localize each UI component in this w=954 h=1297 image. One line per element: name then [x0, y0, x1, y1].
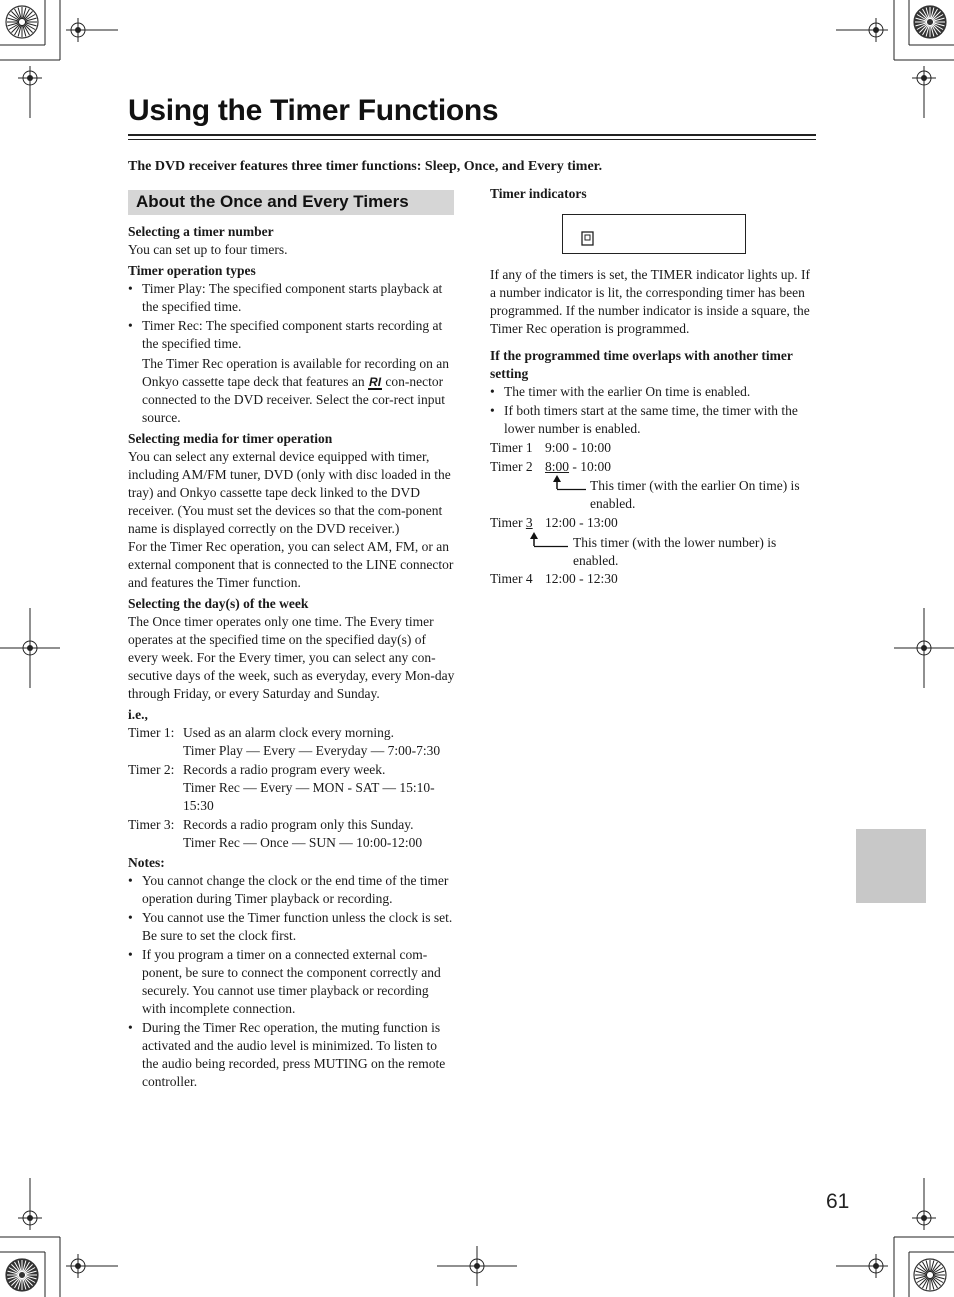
example-label: Timer 1:	[128, 725, 175, 740]
timer-rec-note	[128, 355, 456, 427]
media-text-1: You can select any external device equipped with timer, including AM/FM tuner, DVD (only with disc loaded in the tray) and Onkyo cassette tape deck linked to the DVD receiver. (You must set the devices so that the com-ponent name is displayed correctly on the DVD receiver.)	[128, 449, 451, 536]
ri-logo: RI	[369, 375, 382, 389]
list-item: • You cannot change the clock or the end time of the timer operation during Timer playback or recording.	[128, 872, 456, 908]
timer-3-note	[490, 534, 816, 570]
list-item: • You cannot use the Timer function unless the clock is set. Be sure to set the clock first.	[128, 909, 456, 945]
example-label: Timer 2:	[128, 762, 175, 777]
timer-1-row	[490, 439, 816, 457]
list-item: • The timer with the earlier On time is enabled.	[490, 383, 816, 401]
list-item: • During the Timer Rec operation, the muting function is activated and the audio level is minimized. To listen to the audio being recorded, press MUTING on the remote controller.	[128, 1019, 456, 1091]
operation-types-heading: Timer operation types	[128, 263, 256, 278]
ie-heading: i.e.,	[128, 707, 148, 722]
select-number-heading: Selecting a timer number	[128, 224, 274, 239]
example-detail: Timer Play — Every — Everyday — 7:00-7:30	[183, 743, 441, 758]
example-detail: Timer Rec — Every — MON - SAT — 15:10-15:30	[183, 780, 435, 813]
timer-time: 12:00 - 12:30	[545, 571, 618, 586]
example-desc: Records a radio program only this Sunday.	[183, 817, 414, 832]
timer-label: Timer 2	[490, 459, 533, 474]
side-tab	[856, 829, 926, 903]
days-heading: Selecting the day(s) of the week	[128, 596, 309, 611]
media-text-2: For the Timer Rec operation, you can select AM, FM, or an external component that is connected to the LINE connector and features the Timer function.	[128, 539, 454, 590]
timer-time: 9:00 - 10:00	[545, 440, 611, 455]
list-item: • If you program a timer on a connected external com-ponent, be sure to connect the component correctly and securely. You cannot use timer playback or recording with incomplete connection.	[128, 946, 456, 1018]
timer-4-row	[490, 570, 816, 588]
indicators-heading: Timer indicators	[490, 186, 587, 201]
section-title: About the Once and Every Timers	[136, 192, 409, 211]
days-text: The Once timer operates only one time. The Every timer operates at the specified time on the specified day(s) of every week. For the Every timer, you can select any con-secutive days of the week, such as everyday, every Mon-day through Friday, or every Saturday and Sunday.	[128, 614, 455, 701]
title-rule-thin	[128, 139, 816, 140]
timer-end: - 10:00	[569, 459, 612, 474]
list-item: • Timer Play: The specified component starts playback at the specified time.	[128, 280, 456, 316]
right-column	[490, 266, 816, 588]
example-desc: Used as an alarm clock every morning.	[183, 725, 395, 740]
timer-label-text: Timer	[490, 515, 526, 530]
page-title: Using the Timer Functions	[128, 94, 499, 127]
timer-2-note	[490, 477, 816, 513]
example-desc: Records a radio program every week.	[183, 762, 386, 777]
example-label: Timer 3:	[128, 817, 175, 832]
timer-3-note-text: This timer (with the lower number) is enabled.	[573, 535, 777, 568]
timer-3-row	[490, 514, 816, 532]
example-list	[128, 724, 456, 852]
timer-2-note-text: This timer (with the earlier On time) is enabled.	[590, 478, 800, 511]
timer-2-row	[490, 458, 816, 476]
intro-text: The DVD receiver features three timer functions: Sleep, Once, and Every timer.	[128, 159, 603, 174]
operation-types-list	[128, 280, 456, 353]
left-column	[128, 223, 456, 1091]
section-banner	[128, 190, 454, 215]
example-item	[128, 761, 456, 815]
select-number-text: You can set up to four timers.	[128, 242, 288, 257]
notes-list	[128, 872, 456, 1091]
list-item: • Timer Rec: The specified component starts recording at the specified time.	[128, 317, 456, 353]
title-rule	[128, 134, 816, 136]
timer-label: Timer 4	[490, 571, 533, 586]
timer-indicator-icon	[579, 229, 599, 249]
example-item	[128, 816, 456, 852]
media-heading: Selecting media for timer operation	[128, 431, 333, 446]
timer-label: Timer 1	[490, 440, 533, 455]
list-item: • If both timers start at the same time, the timer with the lower number is enabled.	[490, 402, 816, 438]
arrow-up-icon	[552, 475, 588, 491]
indicators-text: If any of the timers is set, the TIMER indicator lights up. If a number indicator is lit, the corresponding timer has been programmed. If the number indicator is inside a square, the Timer Rec operation is programmed.	[490, 267, 810, 336]
arrow-up-icon	[528, 532, 568, 548]
timer-indicator-display	[562, 214, 746, 254]
timer-number-underlined: 3	[525, 515, 533, 530]
notes-heading: Notes:	[128, 855, 165, 870]
timer-rec-note-b: con-nector connected to the DVD receiver. Select the cor-rect input source.	[142, 374, 445, 425]
timer-rec-note-a: The Timer Rec operation is available for recording on an Onkyo cassette tape deck that features an	[142, 356, 450, 389]
timer-time: 12:00 - 13:00	[545, 515, 618, 530]
timer-start-underlined: 8:00	[545, 459, 570, 474]
overlap-heading: If the programmed time overlaps with another timer setting	[490, 348, 793, 381]
example-item	[128, 724, 456, 760]
overlap-list	[490, 383, 816, 438]
timer-label	[490, 514, 545, 532]
example-detail: Timer Rec — Once — SUN — 10:00-12:00	[183, 835, 423, 850]
page-number: 61	[826, 1190, 850, 1213]
